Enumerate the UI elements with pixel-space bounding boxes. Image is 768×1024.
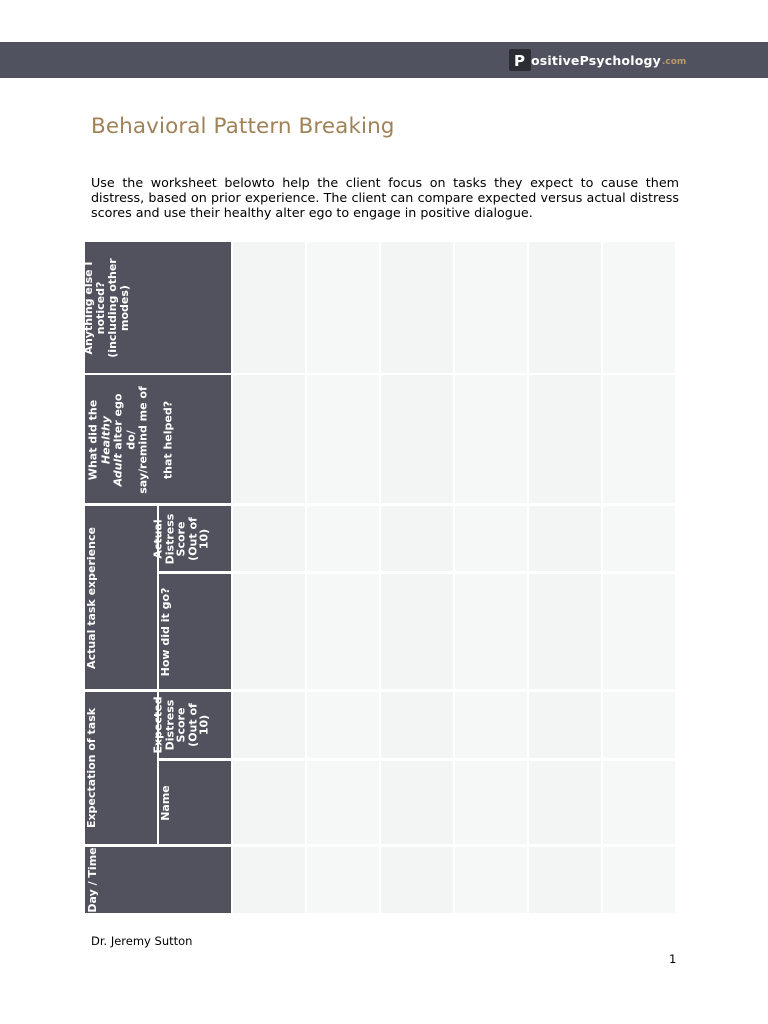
answer-cell[interactable] [455,692,527,758]
answer-cell[interactable] [455,506,527,571]
answer-cell[interactable] [307,506,379,571]
answer-cell[interactable] [233,375,305,503]
answer-cell[interactable] [603,847,675,913]
brand-logo[interactable] [509,49,686,71]
brand-letter: P [514,52,525,69]
answer-cell[interactable] [381,506,453,571]
answer-cell[interactable] [529,692,601,758]
answer-cell[interactable] [233,506,305,571]
answer-cell[interactable] [381,242,453,373]
answer-cell[interactable] [381,847,453,913]
answer-cell[interactable] [307,574,379,689]
row-label-name [159,761,231,844]
answer-cell[interactable] [455,242,527,373]
answer-cell[interactable] [307,761,379,844]
answer-cell[interactable] [233,242,305,373]
answer-cell[interactable] [529,242,601,373]
intro-paragraph: Use the worksheet belowto help the client focus on tasks they expect to cause them distress, based on prior experience. The client can compare expected versus actual distress scores and use their healthy alter ego to engage in positive dialogue. [91,175,679,220]
answer-cell[interactable] [455,847,527,913]
page-number: 1 [669,952,677,966]
answer-cell[interactable] [603,242,675,373]
answer-cell[interactable] [381,692,453,758]
answer-cell[interactable] [529,506,601,571]
group-label-actual [85,506,157,689]
row-label-healthy-adult [85,375,231,503]
day-time-label: Day / Time [86,847,99,913]
answer-cell[interactable] [603,574,675,689]
row-label-actual-score [151,506,231,571]
answer-cell[interactable] [455,761,527,844]
answer-cell[interactable] [233,761,305,844]
row-label-day-time [85,847,231,913]
answer-cell[interactable] [381,375,453,503]
expected-score-label: Expected Distress Score (Out of 10) [151,696,211,754]
actual-score-label: Actual Distress Score (Out of 10) [151,513,211,564]
answer-cell[interactable] [233,847,305,913]
row-label-how-did-it-go [159,574,231,689]
brand-tld: .com [662,56,687,67]
answer-cell[interactable] [455,375,527,503]
name-label: Name [159,784,172,821]
answer-cell[interactable] [529,574,601,689]
answer-cell[interactable] [381,574,453,689]
footer-author: Dr. Jeremy Sutton [91,934,193,948]
answer-cell[interactable] [233,574,305,689]
answer-cell[interactable] [233,692,305,758]
row-label-expected-score [151,692,231,758]
answer-cell[interactable] [529,847,601,913]
actual-task-experience-label: Actual task experience [85,526,98,669]
answer-cell[interactable] [529,375,601,503]
page-title: Behavioral Pattern Breaking [91,114,395,139]
answer-cell[interactable] [307,375,379,503]
answer-cell[interactable] [603,761,675,844]
row-label-anything-else [82,242,231,373]
answer-cell[interactable] [603,692,675,758]
answer-cell[interactable] [603,375,675,503]
healthy-adult-label: What did the Healthy Adult alter ego do/ say/remind me of that helped? [86,386,174,494]
anything-else-label: Anything else I noticed? (including other modes) [82,258,131,358]
answer-cell[interactable] [529,761,601,844]
positivepsychology-logo-icon [509,49,531,71]
brand-name: ositivePsychology [531,52,661,68]
how-did-it-go-label: How did it go? [159,587,172,676]
answer-cell[interactable] [603,506,675,571]
answer-cell[interactable] [381,761,453,844]
answer-cell[interactable] [307,692,379,758]
answer-cell[interactable] [307,847,379,913]
answer-cell[interactable] [307,242,379,373]
group-label-expectation [85,692,157,844]
answer-cell[interactable] [455,574,527,689]
expectation-of-task-label: Expectation of task [85,707,98,829]
